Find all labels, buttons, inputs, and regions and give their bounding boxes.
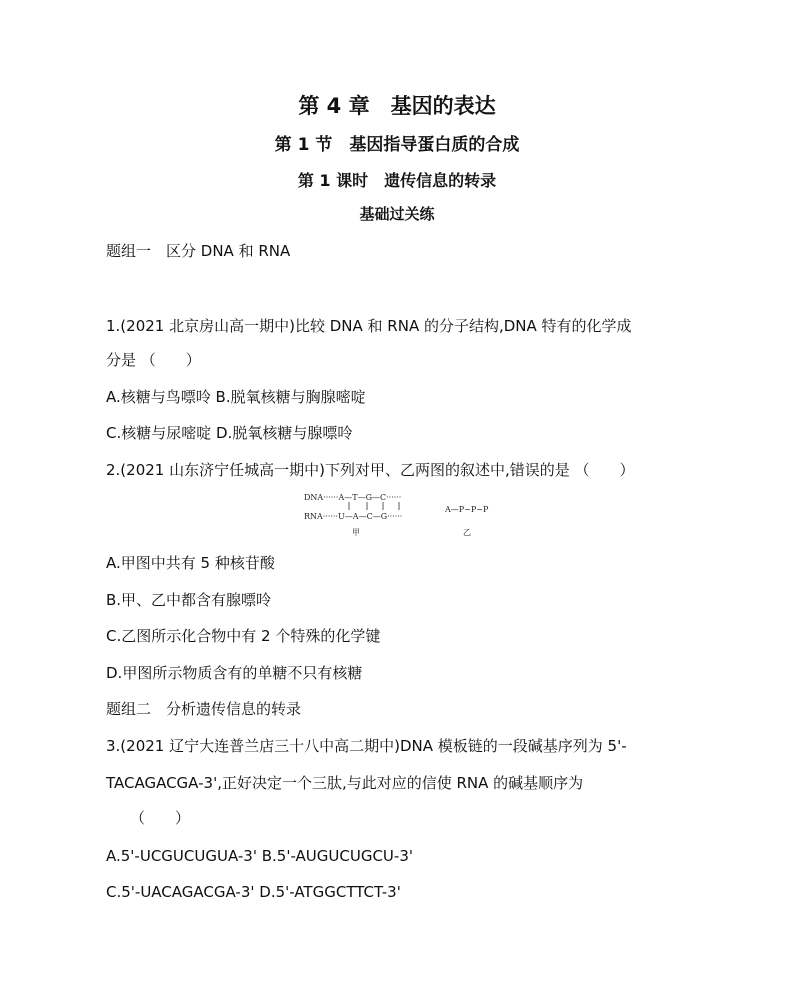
q3-options-ab: A.5'-UCGUCUGUA-3' B.5'-AUGUCUGCU-3' xyxy=(106,847,413,865)
q1-stem-line1: 1.(2021 北京房山高一期中)比较 DNA 和 RNA 的分子结构,DNA 特有的化学成 xyxy=(106,317,632,335)
group1-heading: 题组一 区分 DNA 和 RNA xyxy=(106,242,291,260)
q3-stem-line2: TACAGACGA-3',正好决定一个三肽,与此对应的信使 RNA 的碱基顺序为 xyxy=(106,774,584,792)
figure-label-jia: 甲 xyxy=(352,528,360,537)
q1-stem-line2: 分是 （ ） xyxy=(106,351,201,369)
q2-option-b: B.甲、乙中都含有腺嘌呤 xyxy=(106,591,272,609)
q2-option-a: A.甲图中共有 5 种核苷酸 xyxy=(106,554,275,572)
q2-stem: 2.(2021 山东济宁任城高一期中)下列对甲、乙两图的叙述中,错误的是 （ ） xyxy=(106,461,635,479)
q2-option-d: D.甲图所示物质含有的单糖不只有核糖 xyxy=(106,664,363,682)
section-title: 第 1 节 基因指导蛋白质的合成 xyxy=(274,135,520,155)
group2-heading: 题组二 分析遗传信息的转录 xyxy=(106,700,302,718)
practice-heading: 基础过关练 xyxy=(359,205,435,223)
figure-label-yi: 乙 xyxy=(463,528,471,537)
figure-rna-strand: RNA······U—A—C—G······ xyxy=(304,512,403,521)
lesson-title: 第 1 课时 遗传信息的转录 xyxy=(297,171,497,190)
q1-options-cd: C.核糖与尿嘧啶 D.脱氧核糖与腺嘌呤 xyxy=(106,424,353,442)
chapter-title: 第 4 章 基因的表达 xyxy=(298,94,496,118)
q2-figure xyxy=(300,488,500,544)
q2-option-c: C.乙图所示化合物中有 2 个特殊的化学键 xyxy=(106,627,381,645)
q1-options-ab: A.核糖与鸟嘌呤 B.脱氧核糖与胸腺嘧啶 xyxy=(106,388,366,406)
figure-atp: A—P~P~P xyxy=(445,505,489,514)
figure-dna-strand: DNA······A—T—G—C······ xyxy=(304,493,402,502)
q2-figure-svg xyxy=(300,488,500,544)
q3-stem-line3: （ ） xyxy=(130,809,191,827)
q3-options-cd: C.5'-UACAGACGA-3' D.5'-ATGGCTTCT-3' xyxy=(106,883,401,901)
q3-stem-line1: 3.(2021 辽宁大连普兰店三十八中高二期中)DNA 模板链的一段碱基序列为 5'- xyxy=(106,737,627,755)
